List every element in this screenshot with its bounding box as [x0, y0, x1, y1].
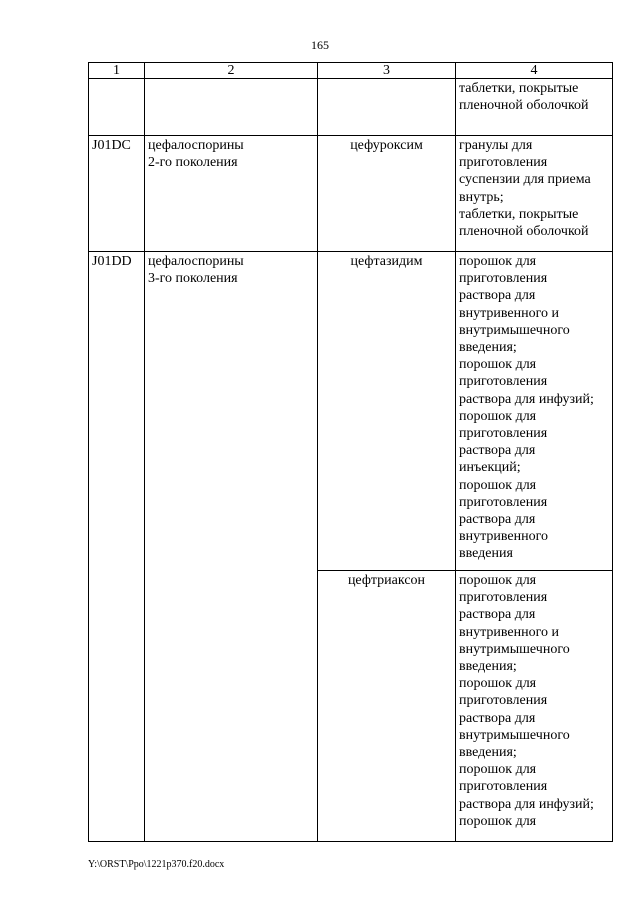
table-row [89, 136, 613, 252]
file-path-footer: Y:\ORST\Ppo\1221p370.f20.docx [88, 859, 225, 870]
group-cell: цефалоспорины 3-го поколения [145, 252, 318, 842]
form-cell: таблетки, покрытые пленочной оболочкой [456, 79, 613, 136]
atc-code-cell: J01DC [89, 136, 145, 252]
group-cell: цефалоспорины 2-го поколения [145, 136, 318, 252]
form-cell: порошок для приготовления раствора для внутривенного и внутримышечного введения; порошок для приготовления раствора для внутримышечного введения; порошок для приготовления раствора для инфузий; порошок для [456, 571, 613, 842]
form-cell: гранулы для приготовления суспензии для приема внутрь; таблетки, покрытые пленочной оболочкой [456, 136, 613, 252]
drug-cell: цефтазидим [318, 252, 456, 571]
header-cell: 2 [145, 63, 318, 79]
header-cell: 4 [456, 63, 613, 79]
drug-cell [318, 79, 456, 136]
table-header-row [89, 63, 613, 79]
drug-cell: цефтриаксон [318, 571, 456, 842]
table-row [89, 252, 613, 571]
header-cell: 3 [318, 63, 456, 79]
atc-code-cell [89, 79, 145, 136]
drug-cell: цефуроксим [318, 136, 456, 252]
group-cell [145, 79, 318, 136]
header-cell: 1 [89, 63, 145, 79]
page-number: 165 [311, 38, 329, 52]
drug-table [88, 62, 613, 842]
form-cell: порошок для приготовления раствора для внутривенного и внутримышечного введения; порошок для приготовления раствора для инфузий; порошок для приготовления раствора для инъекций; порошок для приготовления раствора для внутривенного введения [456, 252, 613, 571]
table-row [89, 79, 613, 136]
atc-code-cell: J01DD [89, 252, 145, 842]
